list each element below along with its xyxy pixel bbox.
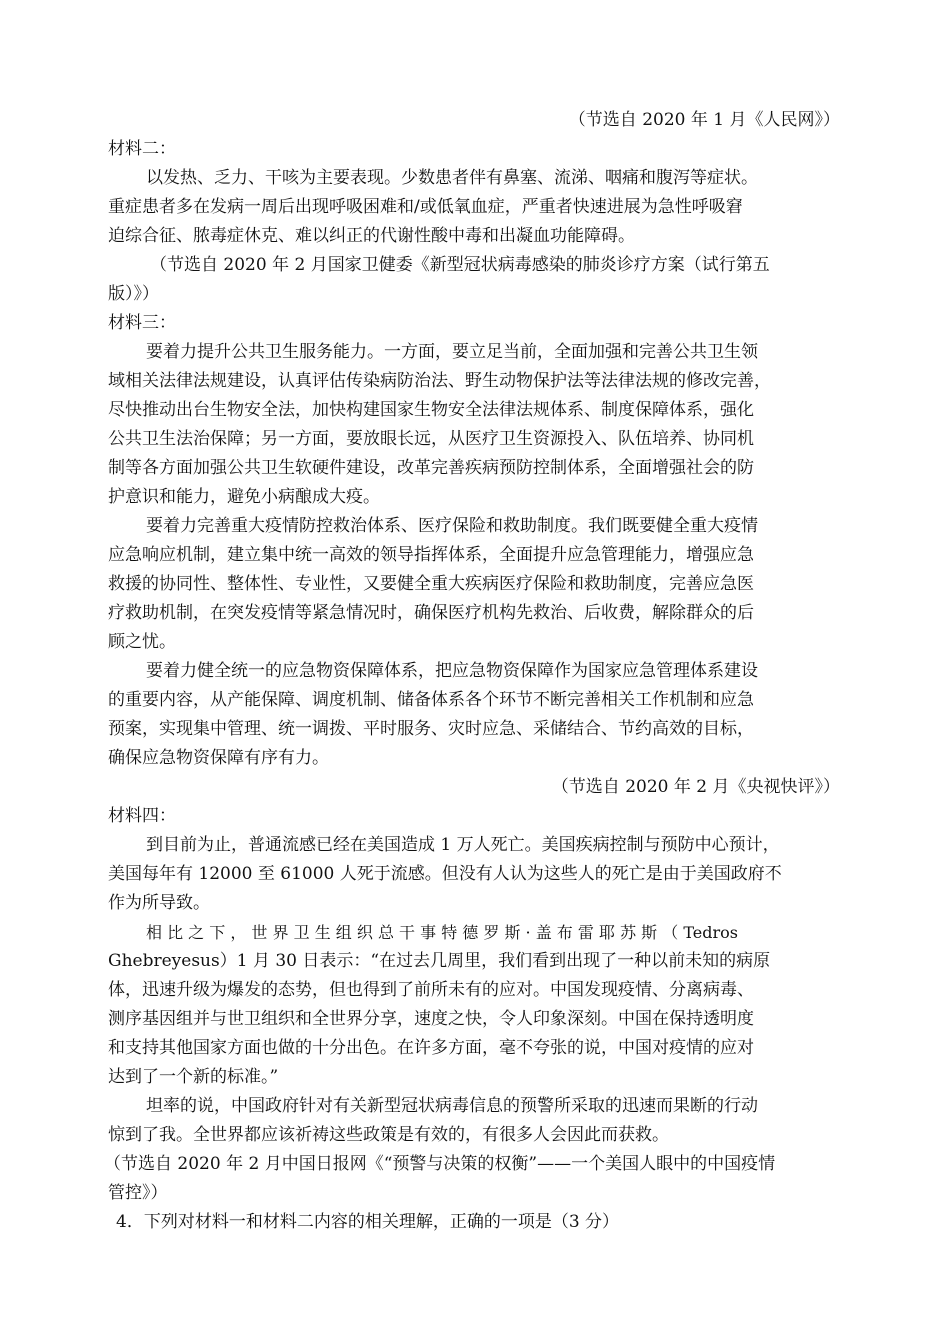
source-citation-1: （节选自 2020 年 1 月《人民网》） — [568, 110, 840, 130]
material-3-p1-line: 制等各方面加强公共卫生软硬件建设，改革完善疾病预防控制体系，全面增强社会的防 — [108, 458, 754, 478]
material-4-heading: 材料四： — [108, 806, 176, 826]
material-2-line: 迫综合征、脓毒症休克、难以纠正的代谢性酸中毒和出凝血功能障碍。 — [108, 226, 635, 246]
material-3-p1-line: 要着力提升公共卫生服务能力。一方面，要立足当前，全面加强和完善公共卫生领 — [146, 342, 758, 362]
material-4-p1-line: 美国每年有 12000 至 61000 人死于流感。但没有人认为这些人的死亡是由于美国政府不 — [108, 864, 782, 884]
material-3-p2-line: 应急响应机制，建立集中统一高效的领导指挥体系，全面提升应急管理能力，增强应急 — [108, 545, 754, 565]
material-2-line: 以发热、乏力、干咳为主要表现。少数患者伴有鼻塞、流涕、咽痛和腹泻等症状。 — [146, 168, 758, 188]
material-4-p2-line: Ghebreyesus）1 月 30 日表示：“在过去几周里，我们看到出现了一种以前未知的病原 — [108, 951, 771, 971]
source-citation-4: （节选自 2020 年 2 月中国日报网《“预警与决策的权衡”——一个美国人眼中的中国疫情 — [104, 1154, 776, 1174]
material-3-p3-line: 预案，实现集中管理、统一调拨、平时服务、灾时应急、采储结合、节约高效的目标， — [108, 719, 754, 739]
material-3-p2-line: 要着力完善重大疫情防控救治体系、医疗保险和救助制度。我们既要健全重大疫情 — [146, 516, 758, 536]
material-2-line: 重症患者多在发病一周后出现呼吸困难和/或低氧血症，严重者快速进展为急性呼吸窘 — [108, 197, 743, 217]
material-3-heading: 材料三： — [108, 313, 176, 333]
material-4-p2-line: 体，迅速升级为爆发的态势，但也得到了前所未有的应对。中国发现疫情、分离病毒、 — [108, 980, 754, 1000]
material-4-p2-line: 测序基因组并与世卫组织和全世界分享，速度之快，令人印象深刻。中国在保持透明度 — [108, 1009, 754, 1029]
material-3-p2-line: 疗救助机制，在突发疫情等紧急情况时，确保医疗机构先救治、后收费，解除群众的后 — [108, 603, 754, 623]
material-3-p1-line: 护意识和能力，避免小病酿成大疫。 — [108, 487, 380, 507]
material-4-p2-line: 相 比 之 下 ， 世 界 卫 生 组 织 总 干 事 特 德 罗 斯 · 盖 布 雷 耶 苏 斯 （ Tedros — [146, 923, 738, 942]
material-3-p3-line: 确保应急物资保障有序有力。 — [108, 748, 329, 768]
material-3-p1-line: 域相关法律法规建设，认真评估传染病防治法、野生动物保护法等法律法规的修改完善， — [108, 371, 771, 391]
material-3-p1-line: 公共卫生法治保障；另一方面，要放眼长远，从医疗卫生资源投入、队伍培养、协同机 — [108, 429, 754, 449]
material-4-p1-line: 作为所导致。 — [108, 893, 210, 913]
material-4-p2-line: 达到了一个新的标准。” — [108, 1067, 279, 1087]
material-4-p1-line: 到目前为止，普通流感已经在美国造成 1 万人死亡。美国疾病控制与预防中心预计， — [146, 835, 780, 855]
material-4-p2-line: 和支持其他国家方面也做的十分出色。在许多方面，毫不夸张的说，中国对疫情的应对 — [108, 1038, 754, 1058]
source-citation-4-cont: 管控》） — [108, 1183, 168, 1203]
material-3-p1-line: 尽快推动出台生物安全法，加快构建国家生物安全法律法规体系、制度保障体系，强化 — [108, 400, 754, 420]
material-2-heading: 材料二： — [108, 139, 176, 159]
material-3-p2-line: 救援的协同性、整体性、专业性，又要健全重大疾病医疗保险和救助制度，完善应急医 — [108, 574, 754, 594]
source-citation-3: （节选自 2020 年 2 月《央视快评》） — [551, 777, 840, 797]
material-3-p3-line: 要着力健全统一的应急物资保障体系，把应急物资保障作为国家应急管理体系建设 — [146, 661, 758, 681]
source-citation-2: （节选自 2020 年 2 月国家卫健委《新型冠状病毒感染的肺炎诊疗方案（试行第五 — [150, 255, 770, 275]
material-3-p3-line: 的重要内容，从产能保障、调度机制、储备体系各个环节不断完善相关工作机制和应急 — [108, 690, 754, 710]
material-4-p3-line: 坦率的说，中国政府针对有关新型冠状病毒信息的预警所采取的迅速而果断的行动 — [146, 1096, 758, 1116]
material-3-p2-line: 顾之忧。 — [108, 632, 176, 652]
source-citation-2-cont: 版）》） — [108, 284, 159, 304]
material-4-p3-line: 惊到了我。全世界都应该祈祷这些政策是有效的，有很多人会因此而获救。 — [108, 1125, 669, 1145]
question-4: 4．下列对材料一和材料二内容的相关理解，正确的一项是（3 分） — [116, 1212, 620, 1232]
